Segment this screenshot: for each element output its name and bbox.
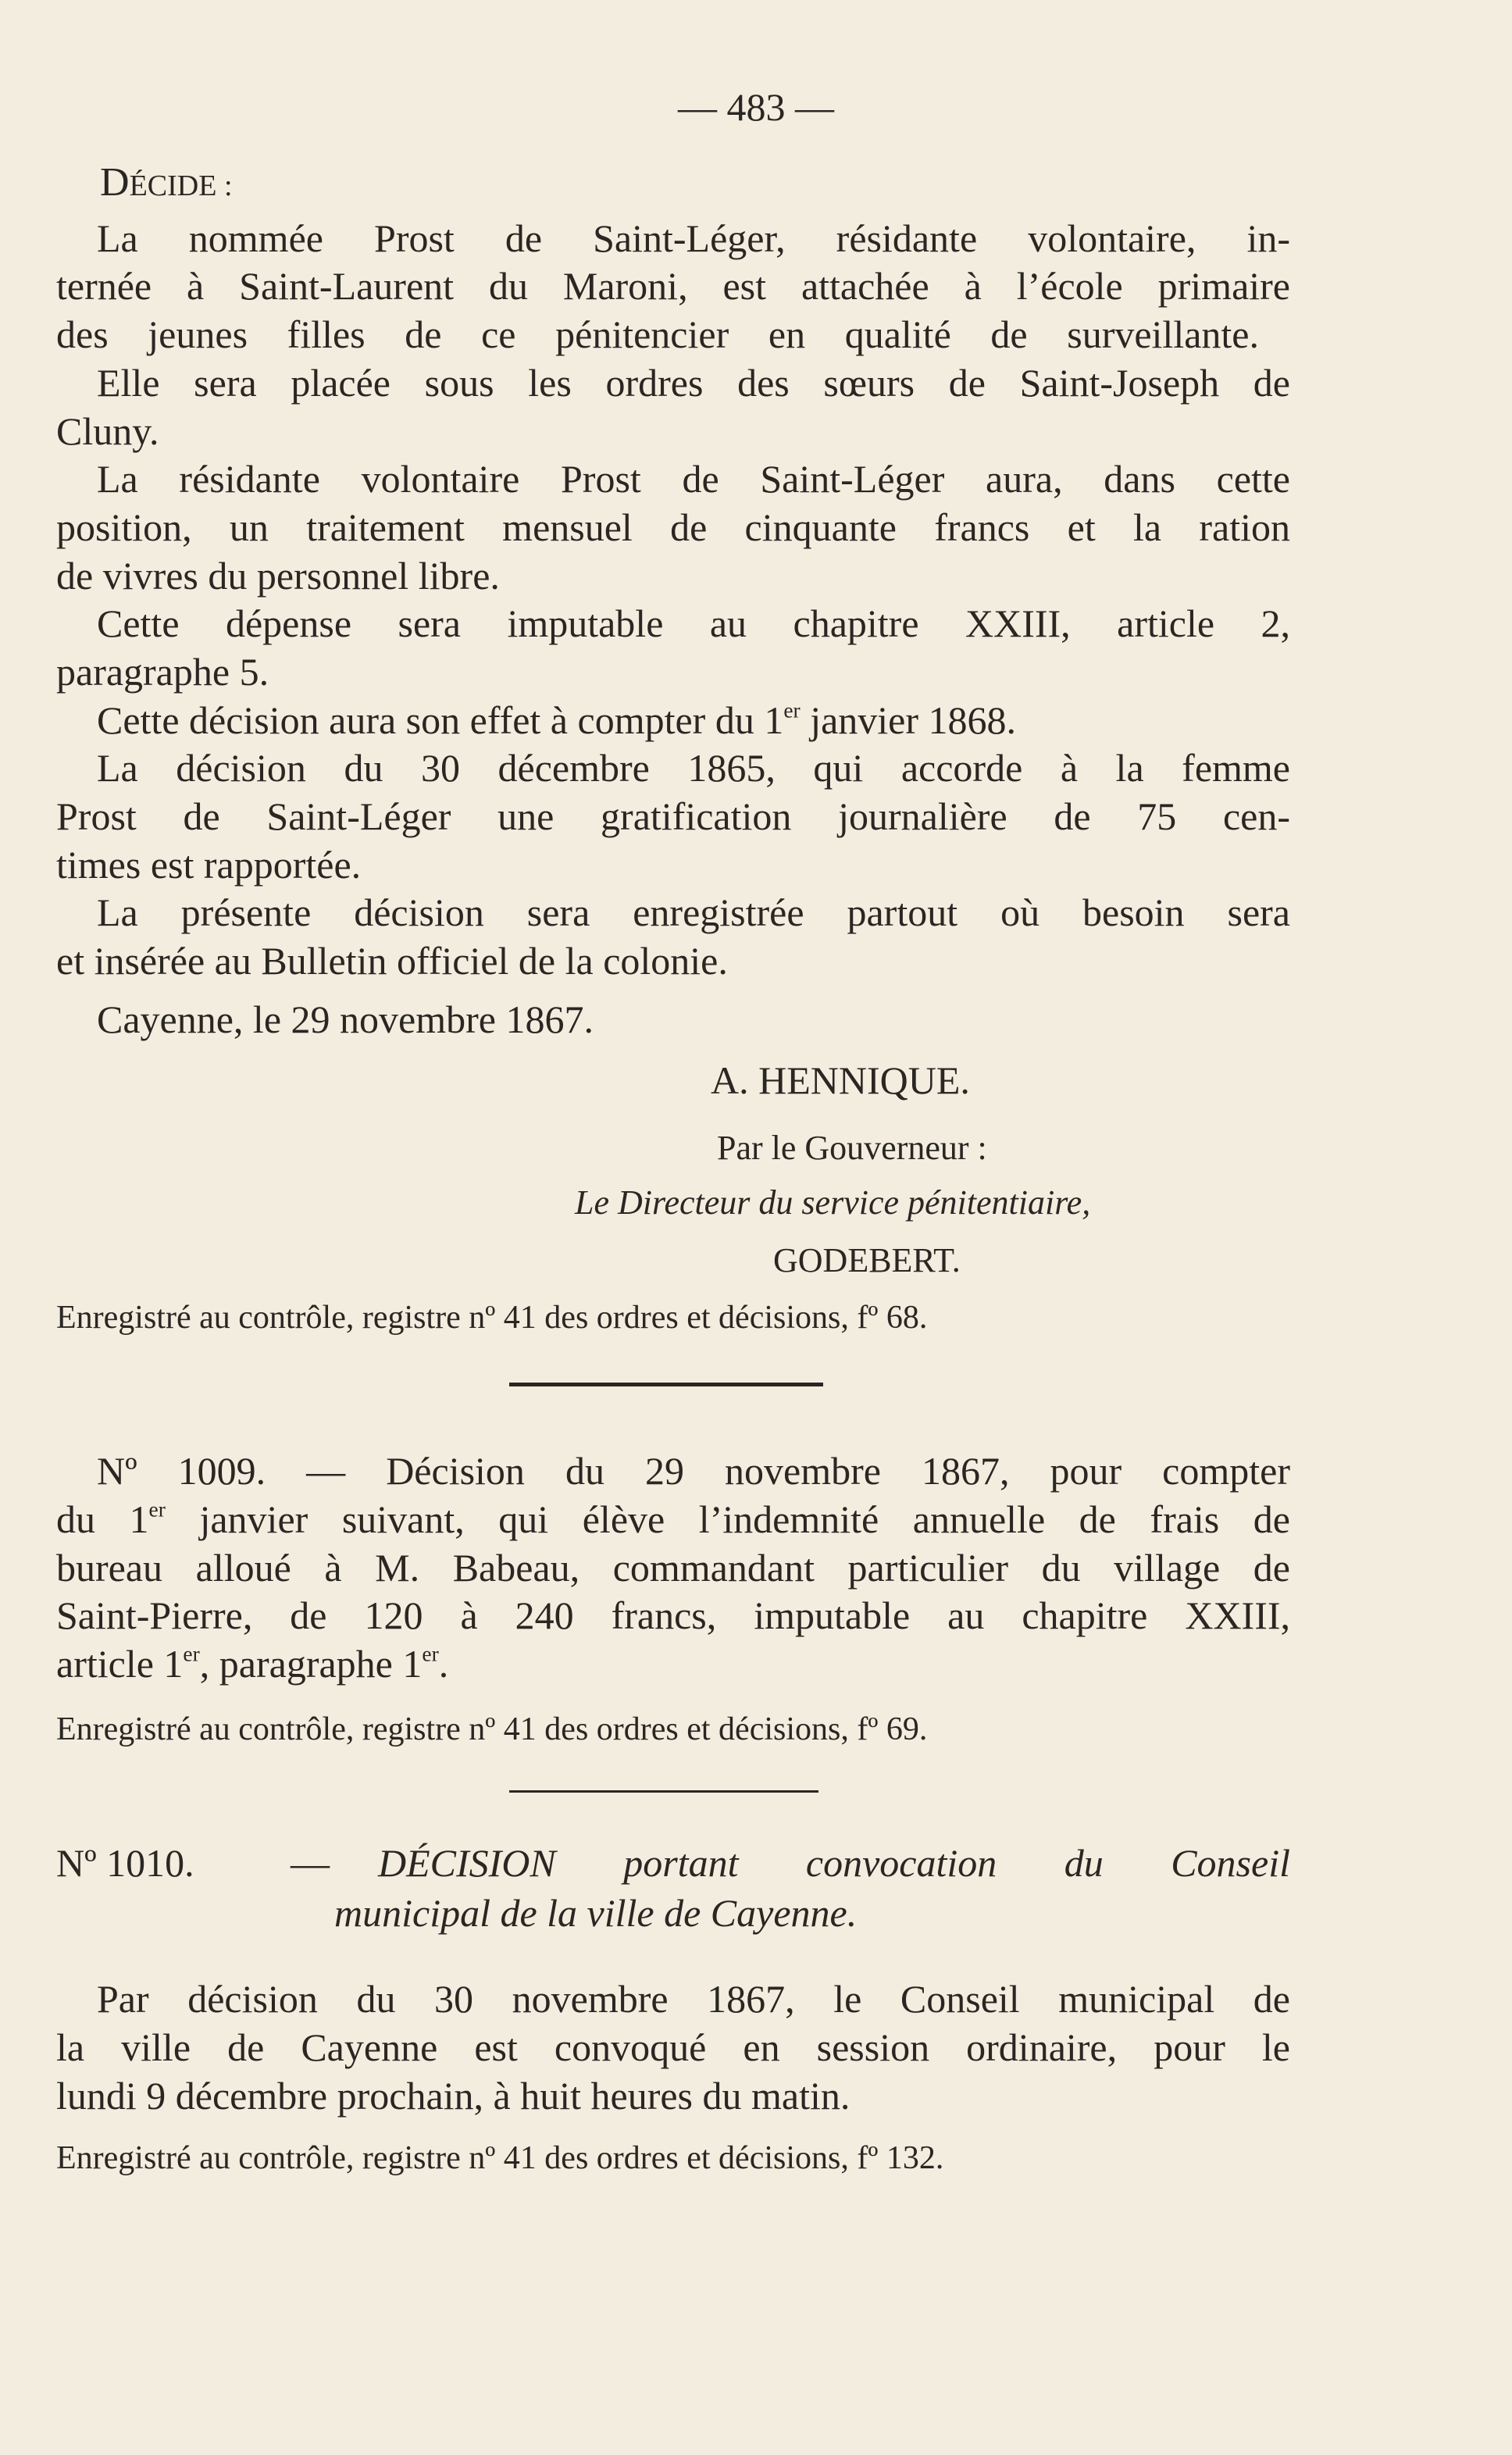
decision-line: La résidante volontaire Prost de Saint-Léger aura, dans cette	[97, 457, 1290, 501]
decision-line: ternée à Saint-Laurent du Maroni, est attachée à l’école primaire	[56, 264, 1290, 308]
separator-rule	[509, 1790, 818, 1793]
date-line: Cayenne, le 29 novembre 1867.	[97, 997, 594, 1041]
decision-1010-title: DÉCISION portant convocation du Conseil	[378, 1841, 1290, 1885]
decision-1010-number: Nº 1010.	[56, 1841, 194, 1885]
decision-line: times est rapportée.	[56, 843, 362, 887]
decision-line: de vivres du personnel libre.	[56, 554, 500, 598]
decision-line: paragraphe 5.	[56, 650, 269, 694]
decision-line: Cette dépense sera imputable au chapitre XXIII, article 2,	[97, 601, 1290, 645]
directeur-title: Le Directeur du service pénitentiaire,	[575, 1183, 1091, 1222]
decision-1010-line: la ville de Cayenne est convoqué en session ordinaire, pour le	[56, 2025, 1290, 2069]
registration-note: Enregistré au contrôle, registre nº 41 des ordres et décisions, fº 69.	[56, 1711, 928, 1747]
registration-note: Enregistré au contrôle, registre nº 41 des ordres et décisions, fº 68.	[56, 1300, 928, 1336]
registration-note: Enregistré au contrôle, registre nº 41 des ordres et décisions, fº 132.	[56, 2140, 944, 2176]
decision-line: des jeunes filles de ce pénitencier en qualité de surveillante.	[56, 312, 1259, 356]
decision-line: Cluny.	[56, 409, 159, 453]
decision-1009-line: bureau alloué à M. Babeau, commandant particulier du village de	[56, 1546, 1290, 1590]
decision-1010-line: Par décision du 30 novembre 1867, le Conseil municipal de	[97, 1977, 1290, 2021]
decision-1009-line: du 1er janvier suivant, qui élève l’indemnité annuelle de frais de	[56, 1497, 1290, 1541]
decision-1009-line: article 1er, paragraphe 1er.	[56, 1641, 449, 1686]
par-le-gouverneur: Par le Gouverneur :	[717, 1129, 987, 1167]
decision-1010-line: lundi 9 décembre prochain, à huit heures du matin.	[56, 2074, 850, 2118]
decision-line: La présente décision sera enregistrée partout où besoin sera	[97, 890, 1290, 934]
decide-heading: DÉCIDE :	[100, 160, 233, 205]
signature: A. HENNIQUE.	[711, 1058, 970, 1102]
decision-1010-title: municipal de la ville de Cayenne.	[334, 1891, 858, 1935]
decision-line: Elle sera placée sous les ordres des sœurs de Saint-Joseph de	[97, 361, 1290, 405]
decision-1009-line: Saint-Pierre, de 120 à 240 francs, imputable au chapitre XXIII,	[56, 1593, 1290, 1637]
decision-line: Prost de Saint-Léger une gratification journalière de 75 cen-	[56, 794, 1290, 838]
decision-line: La décision du 30 décembre 1865, qui accorde à la femme	[97, 746, 1290, 790]
page-number: — 483 —	[678, 85, 834, 129]
decision-line: La nommée Prost de Saint-Léger, résidante volontaire, in-	[97, 216, 1290, 260]
effect-line: Cette décision aura son effet à compter du 1er janvier 1868.	[97, 698, 1017, 742]
directeur-name: GODEBERT.	[773, 1241, 961, 1279]
separator-rule	[509, 1383, 823, 1386]
decision-1009-line: Nº 1009. — Décision du 29 novembre 1867, pour compter	[97, 1449, 1290, 1493]
decision-1010-dash: —	[291, 1841, 330, 1885]
decision-line: position, un traitement mensuel de cinquante francs et la ration	[56, 505, 1290, 549]
decision-line: et insérée au Bulletin officiel de la colonie.	[56, 939, 728, 983]
